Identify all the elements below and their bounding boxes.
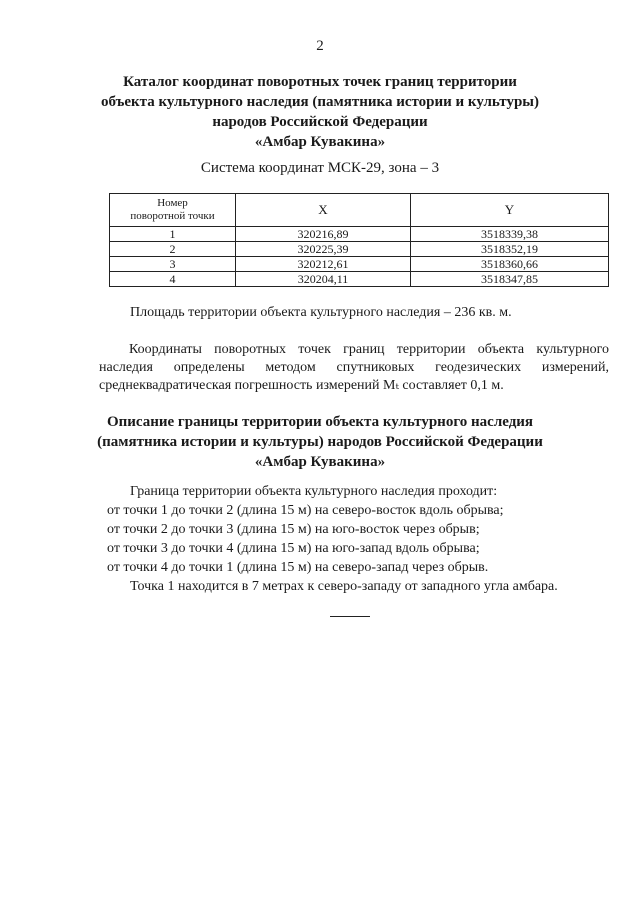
route-line: Точка 1 находится в 7 метрах к северо-западу от западного угла амбара. (130, 579, 558, 594)
table-header-row (110, 194, 609, 227)
method-line: среднеквадратическая погрешность измерений Mₜ составляет 0,1 м. (99, 378, 504, 393)
description-title (0, 412, 640, 472)
route-line: от точки 4 до точки 1 (длина 15 м) на северо-запад через обрыв. (107, 560, 489, 575)
cell-x: 320204,11 (236, 272, 411, 287)
header-y: Y (411, 194, 609, 227)
method-line: Координаты поворотных точек границ территории объекта культурного (129, 342, 609, 357)
catalog-title-line: Каталог координат поворотных точек границ территории (123, 74, 517, 90)
route-line: от точки 3 до точки 4 (длина 15 м) на юго-запад вдоль обрыва; (107, 541, 480, 556)
cell-point: 4 (110, 272, 236, 287)
header-point-line: поворотной точки (130, 210, 215, 222)
route-line: Граница территории объекта культурного наследия проходит: (130, 484, 498, 499)
cell-x: 320225,39 (236, 242, 411, 257)
table-row (110, 272, 609, 287)
description-title-line: Описание границы территории объекта культурного наследия (106, 414, 534, 430)
table-row (110, 242, 609, 257)
description-title-line: (памятника истории и культуры) народов Российской Федерации (97, 434, 543, 450)
route-line: от точки 1 до точки 2 (длина 15 м) на северо-восток вдоль обрыва; (107, 503, 504, 518)
table-row (110, 227, 609, 242)
boundary-description (107, 482, 558, 596)
route-line: от точки 2 до точки 3 (длина 15 м) на юго-восток через обрыв; (107, 522, 480, 537)
catalog-title (0, 72, 640, 152)
cell-x: 320212,61 (236, 257, 411, 272)
cell-point: 3 (110, 257, 236, 272)
catalog-title-line: «Амбар Кувакина» (254, 134, 386, 150)
cell-point: 2 (110, 242, 236, 257)
end-divider (330, 616, 370, 617)
coordinates-table (109, 193, 609, 287)
cell-y: 3518352,19 (411, 242, 609, 257)
table-row (110, 257, 609, 272)
cell-y: 3518339,38 (411, 227, 609, 242)
header-point-number (110, 194, 236, 227)
method-line: наследия определены методом спутниковых геодезических измерений, (99, 360, 609, 375)
cell-x: 320216,89 (236, 227, 411, 242)
area-statement: Площадь территории объекта культурного наследия – 236 кв. м. (130, 305, 512, 320)
coordinate-system: Система координат МСК-29, зона – 3 (200, 160, 440, 176)
description-title-line: «Амбар Кувакина» (254, 454, 386, 470)
catalog-title-line: народов Российской Федерации (212, 114, 428, 130)
header-x: X (236, 194, 411, 227)
cell-y: 3518347,85 (411, 272, 609, 287)
catalog-title-line: объекта культурного наследия (памятника истории и культуры) (100, 94, 539, 110)
method-paragraph (99, 341, 609, 395)
cell-point: 1 (110, 227, 236, 242)
cell-y: 3518360,66 (411, 257, 609, 272)
header-point-line: Номер (157, 197, 188, 209)
page-number: 2 (316, 38, 324, 54)
